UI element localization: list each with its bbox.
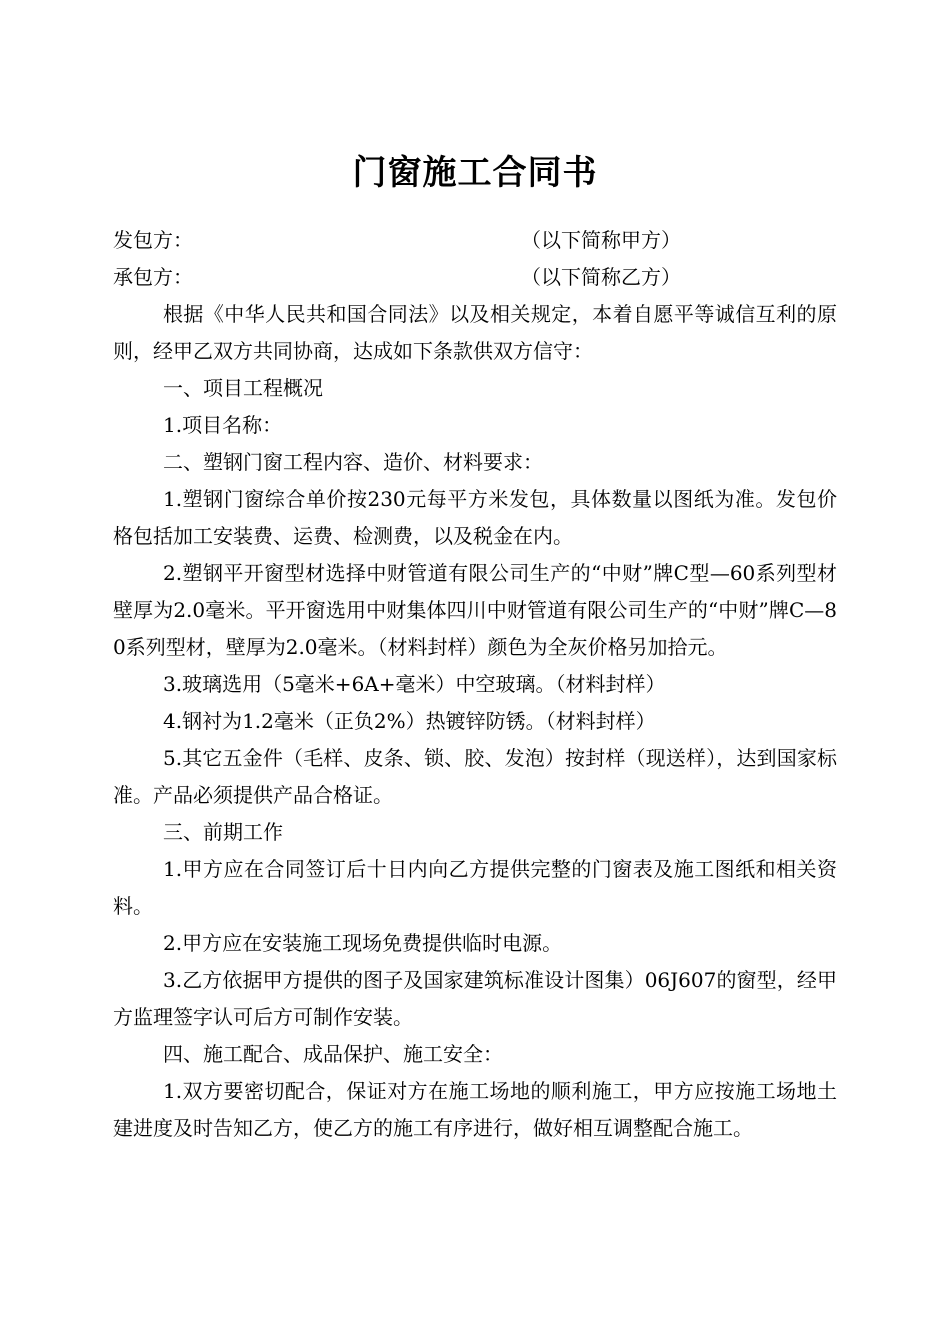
clause-3-3: 3.乙方依据甲方提供的图子及国家建筑标准设计图集）06J607的窗型，经甲方监理签字认可后方可制作安装。 <box>113 968 837 1029</box>
clause-2-1: 1.塑钢门窗综合单价按230元每平方米发包，具体数量以图纸为准。发包价格包括加工安装费、运费、检测费，以及税金在内。 <box>113 487 837 548</box>
preamble-paragraph: 根据《中华人民共和国合同法》以及相关规定，本着自愿平等诚信互利的原则，经甲乙双方共同协商，达成如下条款供双方信守： <box>113 302 837 363</box>
page-title: 门窗施工合同书 <box>352 152 598 193</box>
party-line-employer <box>113 222 837 259</box>
clause-4-1: 1.双方要密切配合，保证对方在施工场地的顺利施工，甲方应按施工场地土建进度及时告知乙方，使乙方的施工有序进行，做好相互调整配合施工。 <box>113 1079 837 1140</box>
clause-3-2: 2.甲方应在安装施工现场免费提供临时电源。 <box>163 931 563 955</box>
clause-2-3: 3.玻璃选用（5毫米+6A+毫米）中空玻璃。（材料封样） <box>163 672 666 696</box>
project-name-item: 1.项目名称： <box>163 413 283 437</box>
section-heading-3: 三、前期工作 <box>163 820 283 844</box>
clause-2-4: 4.钢衬为1.2毫米（正负2%）热镀锌防锈。（材料封样） <box>163 709 656 733</box>
contract-body <box>113 222 837 1147</box>
contractor-note: （以下简称乙方） <box>521 265 681 289</box>
section-heading-4: 四、施工配合、成品保护、施工安全： <box>163 1042 503 1066</box>
clause-2-2: 2.塑钢平开窗型材选择中财管道有限公司生产的“中财”牌C型—60系列型材壁厚为2.0毫米。平开窗选用中财集体四川中财管道有限公司生产的“中财”牌C—80系列型材，壁厚为2.0毫米。（材料封样）颜色为全灰价格另加拾元。 <box>113 561 837 659</box>
party-line-contractor <box>113 259 837 296</box>
clause-3-1: 1.甲方应在合同签订后十日内向乙方提供完整的门窗表及施工图纸和相关资料。 <box>113 857 837 918</box>
contractor-label: 承包方： <box>113 265 193 289</box>
section-heading-1: 一、项目工程概况 <box>163 376 323 400</box>
clause-2-5: 5.其它五金件（毛样、皮条、锁、胶、发泡）按封样（现送样），达到国家标准。产品必须提供产品合格证。 <box>113 746 837 807</box>
employer-label: 发包方： <box>113 228 193 252</box>
section-heading-2: 二、塑钢门窗工程内容、造价、材料要求： <box>163 450 543 474</box>
employer-note: （以下简称甲方） <box>521 228 681 252</box>
